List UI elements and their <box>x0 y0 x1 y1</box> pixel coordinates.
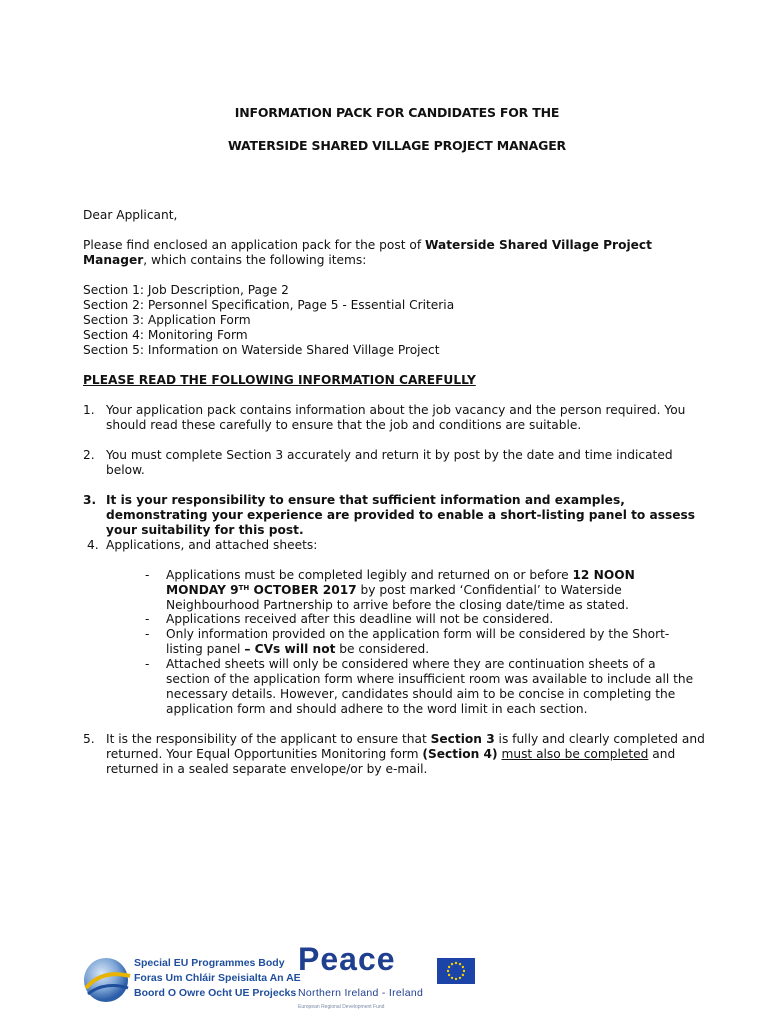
peace-logo-text: Peace <box>298 941 396 977</box>
bullet-late-applications: Applications received after this deadline will not be considered. <box>166 612 554 626</box>
section-list-item: Section 5: Information on Waterside Shared Village Project <box>83 343 440 357</box>
section-list-item: Section 2: Personnel Specification, Page 5 - Essential Criteria <box>83 298 455 312</box>
bullet-dash: - <box>145 568 150 582</box>
item-text: Your application pack contains information about the job vacancy and the person required. You should read these carefully to ensure that the job and conditions are suitable. <box>106 403 686 432</box>
section-list-item: Section 1: Job Description, Page 2 <box>83 283 289 297</box>
date-suffix: TH <box>238 584 250 592</box>
eu-flag-icon <box>437 958 475 984</box>
bullet-text-end: be considered. <box>335 642 430 656</box>
please-read-heading: PLEASE READ THE FOLLOWING INFORMATION CAREFULLY <box>83 373 476 387</box>
document-title-line-1: INFORMATION PACK FOR CANDIDATES FOR THE <box>234 105 560 120</box>
section-list-item: Section 3: Application Form <box>83 313 251 327</box>
bullet-dash: - <box>145 657 150 671</box>
bullet-attached-sheets: Attached sheets will only be considered where they are continuation sheets of a section of the application form where insufficient room was available to include all the necessary details. However, candidates should aim to be concise in completing the application form and should adhere to the word limit in each section. <box>166 657 694 716</box>
bullet-text-end: by post marked ‘Confidential’ to Waterside Neighbourhood Partnership to arrive before the closing date/time as stated. <box>166 583 629 612</box>
erdf-caption: European Regional Development Fund <box>298 1004 385 1010</box>
section-list <box>83 283 703 358</box>
item-5-text-mid: is fully and clearly completed and returned. Your Equal Opportunities Monitoring form <box>106 732 705 761</box>
section-3-ref: Section 3 <box>430 732 495 746</box>
cv-warning: – CVs will not <box>244 642 336 656</box>
document-title-line-2: WATERSIDE SHARED VILLAGE PROJECT MANAGER <box>228 138 566 153</box>
item-number: 1. <box>83 403 95 417</box>
must-also-be-completed: must also be completed <box>501 747 649 761</box>
greeting: Dear Applicant, <box>83 208 178 222</box>
item-number: 3. <box>83 493 97 507</box>
bullet-text: Only information provided on the application form will be considered by the Short-listing panel <box>166 627 670 656</box>
intro-text-end: , which contains the following items: <box>143 253 367 267</box>
seb-globe-logo-icon <box>80 954 132 1006</box>
intro-text: Please find enclosed an application pack for the post of <box>83 238 425 252</box>
seb-logo-text <box>134 956 301 1001</box>
bullet-dash: - <box>145 627 150 641</box>
seb-line-2: Foras Um Chláir Speisialta An AE <box>134 972 301 984</box>
item-text: You must complete Section 3 accurately and return it by post by the date and time indicated below. <box>106 448 673 477</box>
item-5-text: It is the responsibility of the applicant to ensure that <box>106 732 431 746</box>
item-5-text-end: and returned in a sealed separate envelope/or by e-mail. <box>106 747 676 776</box>
bullet-dash: - <box>145 612 150 626</box>
bullet-cv-policy <box>166 627 696 657</box>
item-text: Applications, and attached sheets: <box>106 538 318 552</box>
section-4-ref: (Section 4) <box>422 747 498 761</box>
item-number: 2. <box>83 448 95 462</box>
seb-line-3: Boord O Owre Ocht UE Projecks <box>134 987 297 999</box>
section-list-item: Section 4: Monitoring Form <box>83 328 248 342</box>
peace-subtitle: Northern Ireland - Ireland <box>298 987 424 999</box>
footer-logos <box>80 941 480 1010</box>
item-number: 5. <box>83 732 95 746</box>
post-title: Waterside Shared Village Project Manager <box>83 238 652 267</box>
intro-paragraph <box>83 238 703 268</box>
deadline-date: 12 NOON MONDAY 9 <box>166 568 635 597</box>
bullet-deadline <box>166 568 696 613</box>
bullet-text: Applications must be completed legibly and returned on or before <box>166 568 573 582</box>
item-text: It is your responsibility to ensure that sufficient information and examples, demonstrating your experience are provided to enable a short-listing panel to assess your suitability for this post. <box>106 493 696 537</box>
item-text <box>106 732 716 777</box>
item-number: 4. <box>87 538 99 552</box>
seb-line-1: Special EU Programmes Body <box>134 957 285 969</box>
deadline-month: OCTOBER 2017 <box>249 583 357 597</box>
